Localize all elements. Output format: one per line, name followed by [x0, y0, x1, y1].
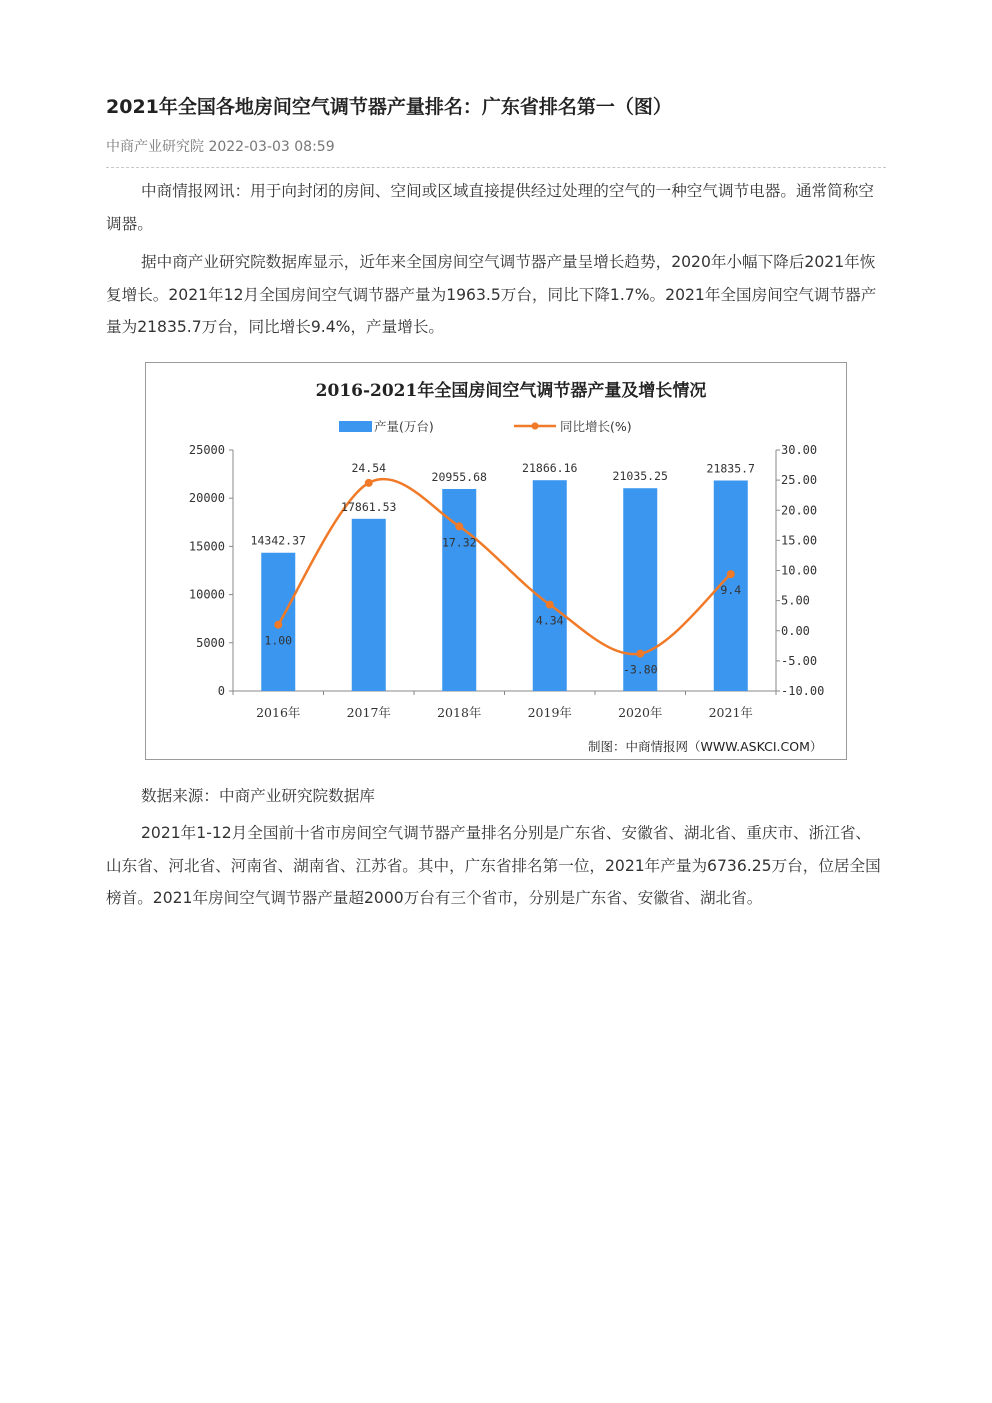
left-axis-tick-label: 20000 [188, 491, 225, 506]
right-axis-tick-label: -5.00 [781, 653, 818, 668]
x-axis-tick-label: 2018年 [437, 705, 482, 720]
growth-point-0 [274, 621, 282, 629]
legend-line-label: 同比增长(%) [560, 419, 632, 434]
left-axis-tick-label: 15000 [188, 539, 225, 554]
data-source: 数据来源：中商产业研究院数据库 [141, 787, 375, 805]
left-axis-tick-label: 25000 [188, 443, 225, 457]
chart-title: 2016-2021年全国房间空气调节器产量及增长情况 [315, 381, 707, 401]
growth-value-label: 1.00 [264, 633, 293, 648]
bar-value-label: 20955.68 [431, 469, 487, 484]
paragraph-trend: 据中商产业研究院数据库显示，近年来全国房间空气调节器产量呈增长趋势，2020年小幅下降后2021年恢复增长。2021年12月全国房间空气调节器产量为1963.5万台，同比下降1.7%。2021年全国房间空气调节器产量为21835.7万台，同比增长9.4%，产量增长。 [106, 253, 877, 336]
divider [106, 167, 886, 168]
bar-value-label: 21835.7 [706, 461, 755, 476]
paragraph-ranking: 2021年1-12月全国前十省市房间空气调节器产量排名分别是广东省、安徽省、湖北省、重庆市、浙江省、山东省、河北省、河南省、湖南省、江苏省。其中，广东省排名第一位，2021年产量为6736.25万台，位居全国榜首。2021年房间空气调节器产量超2000万台有三个省市，分别是广东省、安徽省、湖北省。 [106, 824, 881, 907]
right-axis-tick-label: 30.00 [781, 443, 818, 457]
growth-point-4 [636, 650, 644, 658]
growth-point-2 [455, 522, 463, 530]
chart-svg [146, 363, 846, 759]
right-axis-tick-label: 10.00 [781, 563, 818, 578]
bar-value-label: 14342.37 [250, 533, 306, 548]
paragraph-intro: 中商情报网讯：用于向封闭的房间、空间或区域直接提供经过处理的空气的一种空气调节电器。通常简称空调器。 [106, 182, 874, 233]
growth-point-3 [546, 601, 554, 609]
growth-value-label: 9.4 [720, 583, 742, 598]
right-axis-tick-label: -10.00 [781, 684, 825, 698]
right-axis-tick-label: 5.00 [781, 593, 810, 608]
left-axis-tick-label: 10000 [188, 587, 225, 602]
growth-value-label: 4.34 [535, 613, 564, 628]
legend-bar-label: 产量(万台) [374, 419, 434, 434]
legend-line-marker [531, 422, 538, 429]
right-axis-tick-label: 0.00 [781, 623, 810, 638]
chart-credit: 制图：中商情报网（WWW.ASKCI.COM） [588, 739, 823, 754]
left-axis-tick-label: 0 [217, 684, 225, 698]
bar-value-label: 17861.53 [341, 499, 397, 514]
chart-data-labels [251, 461, 756, 677]
bar-value-label: 21866.16 [522, 461, 578, 476]
chart-legend [339, 419, 632, 434]
right-axis-tick-label: 20.00 [781, 503, 818, 518]
bar-production-3 [533, 480, 567, 691]
x-axis-tick-label: 2016年 [256, 705, 301, 720]
x-axis-tick-label: 2020年 [618, 705, 663, 720]
growth-point-1 [365, 479, 373, 487]
right-axis-tick-label: 15.00 [781, 533, 818, 548]
growth-value-label: 24.54 [351, 460, 387, 475]
x-axis-tick-label: 2017年 [346, 705, 391, 720]
article-title: 2021年全国各地房间空气调节器产量排名：广东省排名第一（图） [106, 96, 672, 118]
bar-production-2 [442, 489, 476, 691]
growth-value-label: 17.32 [441, 535, 477, 550]
chart-figure [145, 362, 847, 760]
x-axis-tick-label: 2021年 [708, 705, 753, 720]
bar-production-4 [623, 488, 657, 691]
bar-value-label: 21035.25 [612, 469, 668, 484]
article-meta: 中商产业研究院 2022-03-03 08:59 [106, 139, 335, 155]
x-axis-tick-label: 2019年 [527, 705, 572, 720]
growth-value-label: -3.80 [622, 662, 658, 677]
chart-bars [261, 480, 748, 691]
bar-production-1 [352, 519, 386, 691]
left-axis-tick-label: 5000 [196, 635, 225, 650]
legend-bar-swatch [339, 421, 372, 432]
right-axis-tick-label: 25.00 [781, 473, 818, 488]
growth-point-5 [727, 570, 735, 578]
